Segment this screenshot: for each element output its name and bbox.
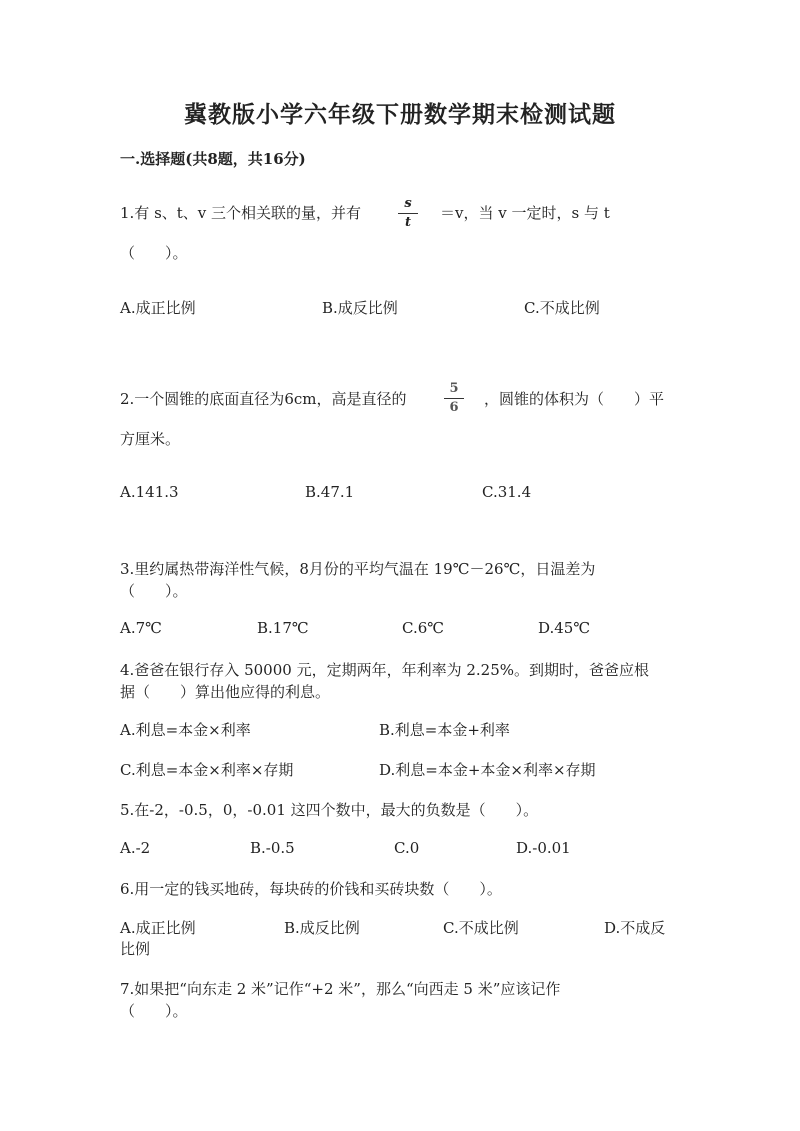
q3-option-b[interactable]: B.17℃	[257, 619, 309, 637]
exam-title: 冀教版小学六年级下册数学期末检测试题	[184, 101, 616, 128]
q1-fraction-numerator: s	[398, 196, 418, 214]
q2-fraction-denominator: 6	[449, 400, 459, 415]
q1-fraction	[398, 196, 418, 231]
q2-text-line2: 方厘米。	[120, 430, 181, 448]
q2-fraction-numerator: 5	[444, 381, 464, 399]
q3-text-line1: 3.里约属热带海洋性气候，8月份的平均气温在 19℃－26℃，日温差为	[120, 560, 596, 578]
q5-option-d[interactable]: D.-0.01	[516, 839, 571, 857]
q3-text-line2: （ ）。	[120, 582, 188, 600]
q1-text-b: ＝v，当 v 一定时，s 与 t	[440, 204, 610, 222]
q3-option-a[interactable]: A.7℃	[120, 619, 162, 637]
q5-option-a[interactable]: A.-2	[120, 839, 151, 857]
q2-option-b[interactable]: B.47.1	[305, 483, 355, 501]
q6-option-c[interactable]: C.不成比例	[443, 919, 519, 937]
q5-option-c[interactable]: C.0	[394, 839, 420, 857]
q3-option-c[interactable]: C.6℃	[402, 619, 445, 637]
q4-option-d[interactable]: D.利息=本金+本金×利率×存期	[379, 761, 596, 779]
q1-option-c[interactable]: C.不成比例	[524, 299, 600, 317]
q5-option-b[interactable]: B.-0.5	[250, 839, 295, 857]
q2-text-b: ，圆锥的体积为（ ）平	[484, 390, 665, 408]
q4-option-a[interactable]: A.利息=本金×利率	[120, 721, 251, 739]
q1-text-a: 1.有 s、t、v 三个相关联的量，并有	[120, 204, 362, 222]
q5-text-line1: 5.在-2，-0.5，0，-0.01 这四个数中，最大的负数是（ ）。	[120, 801, 539, 819]
q2-fraction	[444, 381, 464, 416]
q1-text-line2: （ ）。	[120, 244, 188, 262]
q4-text-line1: 4.爸爸在银行存入 50000 元，定期两年，年利率为 2.25%。到期时，爸爸应根	[120, 661, 649, 679]
q4-text-line2: 据（ ）算出他应得的利息。	[120, 683, 331, 701]
q1-fraction-denominator: t	[404, 215, 411, 230]
q2-option-a[interactable]: A.141.3	[120, 483, 179, 501]
section-heading: 一.选择题(共8题，共16分)	[120, 150, 306, 168]
q6-option-b[interactable]: B.成反比例	[284, 919, 360, 937]
q6-text-line1: 6.用一定的钱买地砖，每块砖的价钱和买砖块数（ ）。	[120, 880, 502, 898]
q2-option-c[interactable]: C.31.4	[482, 483, 532, 501]
q1-option-b[interactable]: B.成反比例	[322, 299, 398, 317]
q4-option-c[interactable]: C.利息=本金×利率×存期	[120, 761, 294, 779]
q3-option-d[interactable]: D.45℃	[538, 619, 591, 637]
q6-option-d-wrap[interactable]: 比例	[120, 940, 151, 958]
q2-text-a: 2.一个圆锥的底面直径为6cm，高是直径的	[120, 390, 407, 408]
q4-option-b[interactable]: B.利息=本金+利率	[379, 721, 510, 739]
q6-option-d[interactable]: D.不成反	[604, 919, 666, 937]
q7-text-line2: （ ）。	[120, 1002, 188, 1020]
q6-option-a[interactable]: A.成正比例	[120, 919, 196, 937]
q1-option-a[interactable]: A.成正比例	[120, 299, 196, 317]
q7-text-line1: 7.如果把“向东走 2 米”记作“+2 米”，那么“向西走 5 米”应该记作	[120, 980, 561, 998]
